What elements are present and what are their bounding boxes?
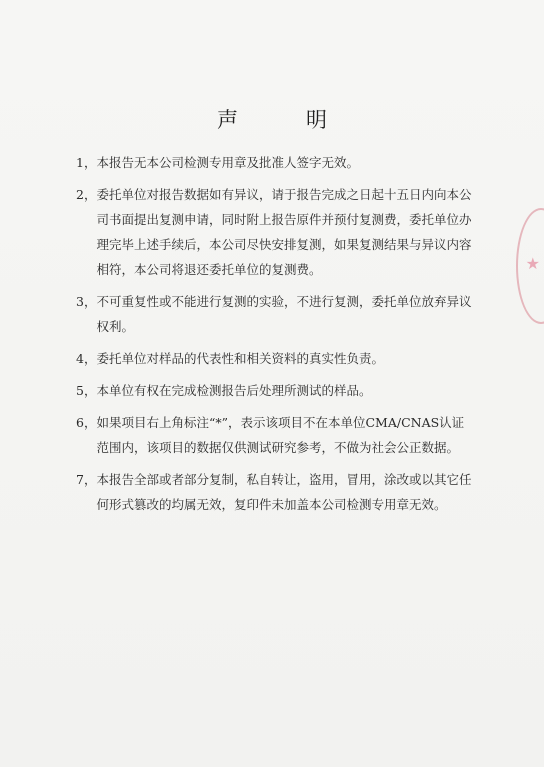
item-number: 2， <box>76 187 97 202</box>
list-item <box>76 378 476 403</box>
star-icon: ★ <box>525 254 540 273</box>
list-item <box>76 182 476 282</box>
item-text: 本报告无本公司检测专用章及批准人签字无效。 <box>96 155 359 170</box>
item-number: 4， <box>76 351 97 366</box>
item-number: 7， <box>76 472 97 487</box>
item-text: 委托单位对报告数据如有异议，请于报告完成之日起十五日内向本公司书面提出复测申请，同时附上报告原件并预付复测费，委托单位办理完毕上述手续后，本公司尽快安排复测，如果复测结果与异议内容相符，本公司将退还委托单位的复测费。 <box>96 187 472 277</box>
list-item <box>76 467 476 517</box>
item-text: 不可重复性或不能进行复测的实验，不进行复测，委托单位放弃异议权利。 <box>96 294 472 334</box>
page-title: 声明 <box>217 108 395 132</box>
item-text: 本单位有权在完成检测报告后处理所测试的样品。 <box>96 383 372 398</box>
item-number: 3， <box>76 294 97 309</box>
item-text: 本报告全部或者部分复制，私自转让，盗用，冒用，涂改或以其它任何形式篡改的均属无效，复印件未加盖本公司检测专用章无效。 <box>96 472 472 512</box>
declaration-list <box>76 150 476 524</box>
item-text: 如果项目右上角标注“*”，表示该项目不在本单位CMA/CNAS认证范围内，该项目的数据仅供测试研究参考，不做为社会公正数据。 <box>96 415 465 455</box>
list-item <box>76 150 476 175</box>
item-text: 委托单位对样品的代表性和相关资料的真实性负责。 <box>96 351 384 366</box>
item-number: 5， <box>76 383 97 398</box>
list-item <box>76 346 476 371</box>
list-item <box>76 289 476 339</box>
list-item <box>76 410 476 460</box>
item-number: 1， <box>76 155 97 170</box>
item-number: 6， <box>76 415 97 430</box>
